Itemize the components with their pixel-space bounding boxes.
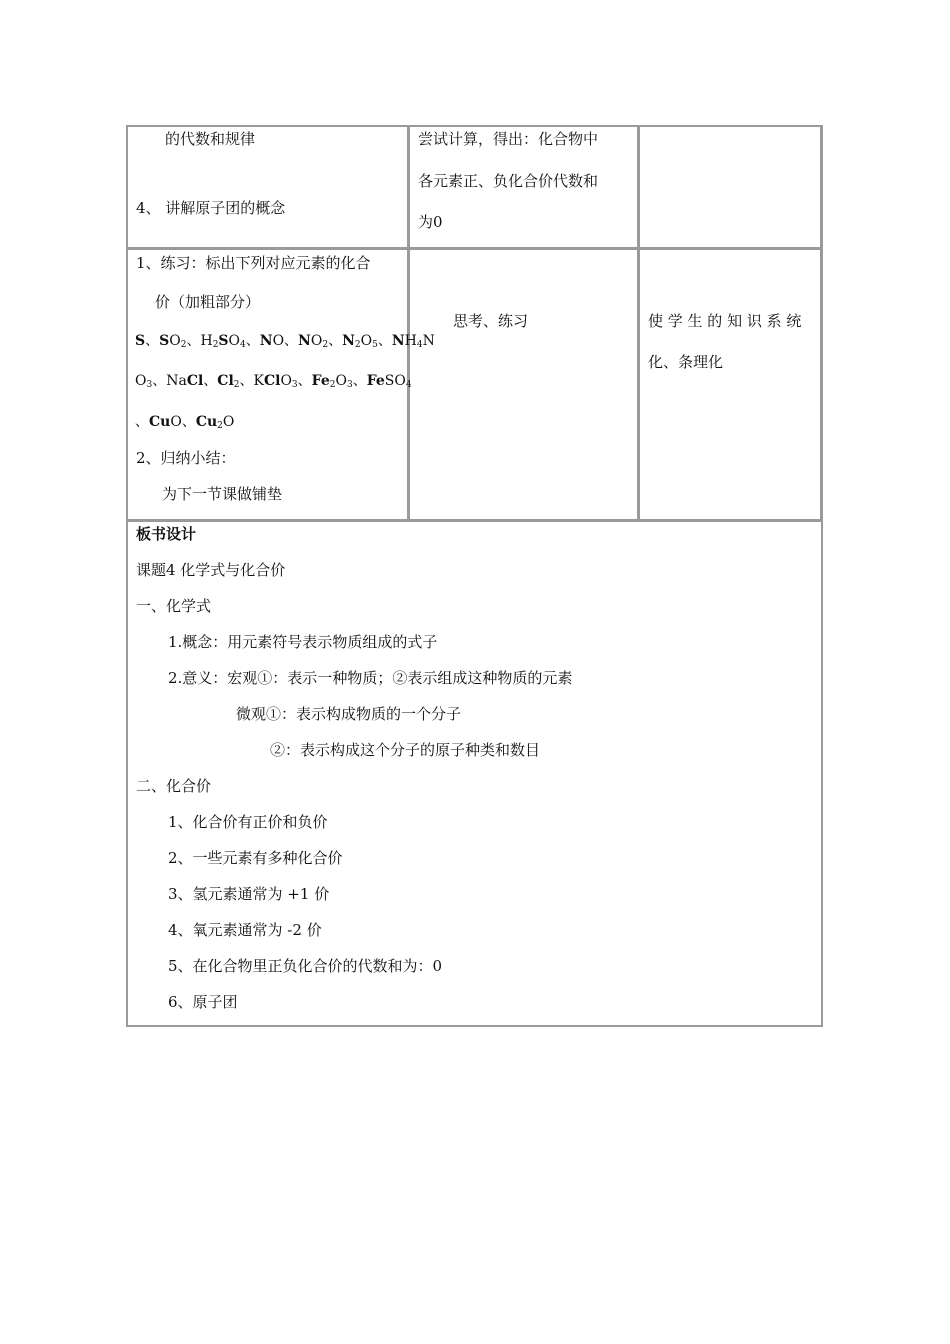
formula-subscript: 2 <box>354 340 361 350</box>
formula-subscript: 2 <box>217 421 223 431</box>
formula-text: K <box>253 373 264 389</box>
row-divider-1 <box>128 247 821 250</box>
formula-bold-element: Fe <box>311 373 330 389</box>
formula-text: 、 <box>181 414 196 430</box>
formula-bold-element: N <box>342 333 355 349</box>
column-divider-1 <box>407 127 410 521</box>
formula-bold-element: N <box>259 333 273 349</box>
formula-subscript: 2 <box>212 340 219 350</box>
formula-bold-element: S <box>159 333 170 349</box>
formula-subscript: 4 <box>416 340 423 350</box>
formula-subscript: 4 <box>240 340 246 350</box>
formula-line-2 <box>135 371 412 391</box>
row-divider-2 <box>128 519 821 522</box>
formula-text: 、 <box>328 333 343 349</box>
formula-text: O <box>170 414 182 430</box>
formula-text: 、 <box>152 373 167 389</box>
board-line-12: 5、在化合物里正负化合价的代数和为：0 <box>168 957 443 975</box>
board-line-9: 2、一些元素有多种化合价 <box>168 849 343 867</box>
formula-text: 、 <box>245 333 260 349</box>
formula-text: 、 <box>297 373 312 389</box>
formula-subscript: 2 <box>180 340 187 350</box>
formula-bold-element: S <box>135 333 146 349</box>
formula-text: O <box>394 373 406 389</box>
column-divider-2 <box>637 127 640 521</box>
board-line-7: 二、化合价 <box>136 777 212 795</box>
board-line-11: 4、氧元素通常为 -2 价 <box>168 921 322 939</box>
board-line-2: 一、化学式 <box>136 597 212 615</box>
formula-bold-element: Cl <box>217 373 234 389</box>
formula-text: H <box>404 333 417 349</box>
formula-text: 、 <box>284 333 299 349</box>
board-line-10: 3、氢元素通常为 +1 价 <box>168 885 330 903</box>
board-line-8: 1、化合价有正价和负价 <box>168 813 328 831</box>
board-line-13: 6、原子团 <box>168 993 238 1011</box>
formula-text: O <box>280 373 292 389</box>
formula-text: 、 <box>377 333 392 349</box>
formula-subscript: 2 <box>233 380 240 390</box>
row2-col3-line2: 化、条理化 <box>648 353 724 371</box>
board-line-1: 课题4 化学式与化合价 <box>136 561 286 579</box>
formula-text: O <box>135 373 147 389</box>
board-line-6: ②：表示构成这个分子的原子种类和数目 <box>270 741 541 759</box>
board-line-4: 2.意义：宏观①：表示一种物质；②表示组成这种物质的元素 <box>168 669 573 687</box>
formula-text: 、 <box>203 373 218 389</box>
row1-col2-line3: 为0 <box>418 213 443 231</box>
row2-col1-line2: 价（加粗部分） <box>155 293 261 311</box>
formula-text: N <box>422 333 435 349</box>
formula-text: 、 <box>145 333 160 349</box>
formula-text: O <box>272 333 285 349</box>
formula-text: 、 <box>135 414 149 430</box>
formula-text: 、 <box>239 373 254 389</box>
formula-text: O <box>310 333 323 349</box>
formula-text: 、 <box>352 373 367 389</box>
formula-bold-element: Cu <box>195 414 218 430</box>
formula-subscript: 2 <box>322 340 329 350</box>
row2-col1-line7: 为下一节课做铺垫 <box>162 485 283 503</box>
formula-text: S <box>384 373 395 389</box>
board-heading: 板书设计 <box>136 525 197 543</box>
row2-col3-line1: 使 学 生 的 知 识 系 统 <box>648 312 802 330</box>
formula-subscript: 5 <box>372 340 378 350</box>
row1-col1-line2: 4、 讲解原子团的概念 <box>136 199 286 217</box>
formula-bold-element: Cl <box>186 373 204 389</box>
row1-col2-line2: 各元素正、负化合价代数和 <box>418 172 599 190</box>
formula-bold-element: Cu <box>149 414 171 430</box>
formula-subscript: 3 <box>291 380 298 390</box>
formula-line-3 <box>135 412 234 432</box>
formula-bold-element: N <box>298 333 311 349</box>
formula-line-1 <box>135 331 435 351</box>
formula-text: O <box>228 333 241 349</box>
formula-bold-element: Fe <box>366 373 385 389</box>
formula-text: O <box>360 333 373 349</box>
formula-bold-element: Cl <box>263 373 281 389</box>
board-line-5: 微观①：表示构成物质的一个分子 <box>236 705 462 723</box>
column-divider-3 <box>820 127 822 521</box>
row2-col2-text: 思考、练习 <box>453 312 529 330</box>
row2-col1-line1: 1、练习：标出下列对应元素的化合 <box>136 254 371 272</box>
formula-text: H <box>200 333 213 349</box>
row2-col1-line6: 2、归纳小结： <box>136 449 236 467</box>
formula-subscript: 2 <box>329 380 336 390</box>
formula-text: O <box>222 414 235 430</box>
formula-subscript: 4 <box>405 380 412 390</box>
formula-text: O <box>335 373 347 389</box>
board-line-3: 1.概念：用元素符号表示物质组成的式子 <box>168 633 438 651</box>
formula-text: Na <box>166 373 187 389</box>
formula-text: O <box>169 333 181 349</box>
formula-text: 、 <box>186 333 201 349</box>
formula-bold-element: S <box>218 333 229 349</box>
formula-subscript: 3 <box>346 380 353 390</box>
formula-bold-element: N <box>391 333 405 349</box>
row1-col1-line1: 的代数和规律 <box>165 130 256 148</box>
row1-col2-line1: 尝试计算，得出：化合物中 <box>418 130 599 148</box>
formula-subscript: 3 <box>146 380 153 390</box>
